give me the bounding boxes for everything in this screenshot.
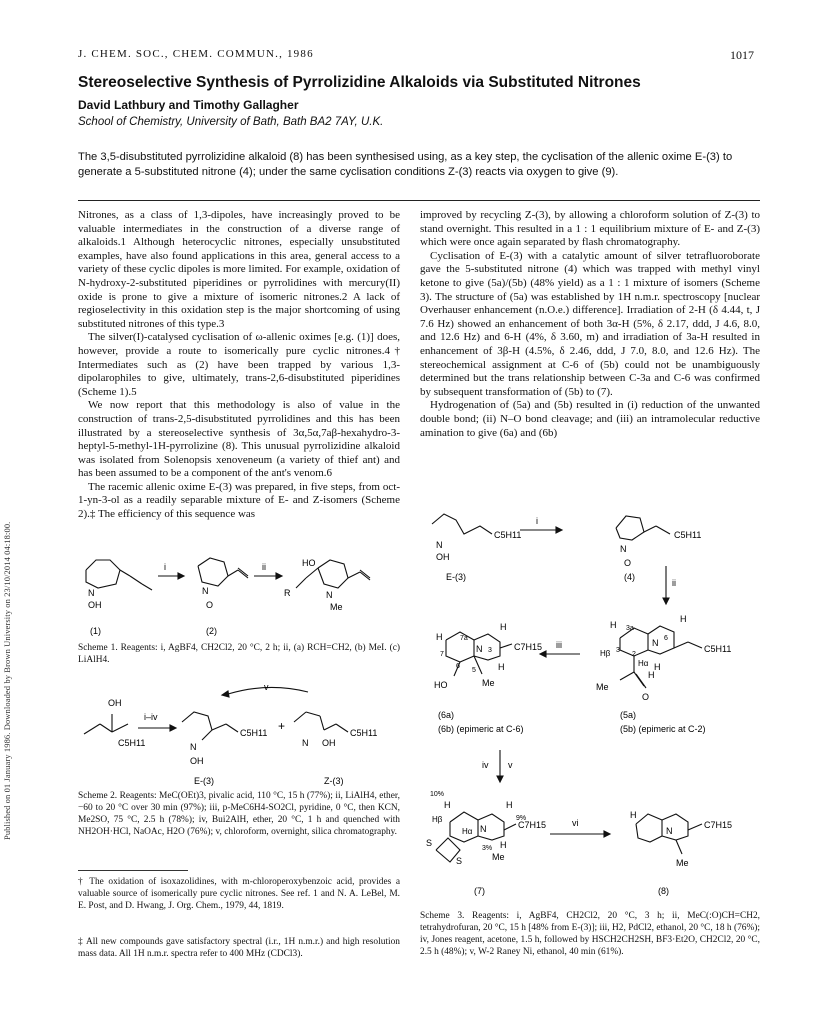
scheme-3-caption: Scheme 3. Reagents: i, AgBF4, CH2Cl2, 20 °C, 3 h; ii, MeC(:O)CH=CH2, tetrahydrofuran, 20 °C, 15 h [48% from E-(3)]; iii, H2, PdCl2, ethanol, 20 °C, 18 h (76%); iv, Jones reagent, acetone, 1.5 h, followed by HSCH2CH2SH, BF3·Et2O, CH2Cl2, 20 °C, 2.5 h (48%); v, W-2 Raney Ni, ethanol, 40 min (61%). [420, 911, 760, 957]
methyl-label: Me [596, 682, 609, 692]
hydroxy-label: HO [434, 680, 448, 690]
nitrone-n-label: N [620, 544, 627, 554]
nitrone-o-label: O [206, 600, 214, 610]
reagent-label: v [508, 760, 513, 770]
r-group-label: R [284, 588, 291, 598]
sulfur-label: S [456, 856, 463, 866]
methyl-label: Me [676, 858, 689, 868]
amine-n-label: N [480, 824, 487, 834]
scheme-3-structures [420, 504, 760, 908]
noe-percent: 3% [482, 845, 493, 852]
position-label: 7 [440, 651, 444, 658]
pentyl-label: C5H11 [118, 738, 146, 748]
hydroxy-label: OH [108, 698, 122, 708]
compound-label: (6b) (epimeric at C-6) [438, 724, 524, 734]
heptyl-label: C7H15 [514, 642, 543, 652]
article-authors: David Lathbury and Timothy Gallagher [78, 98, 299, 112]
compound-label: (4) [624, 572, 635, 582]
oxime-oh-label: OH [88, 600, 102, 610]
oxime-oh-label: OH [436, 552, 450, 562]
footnote-dagger: † The oxidation of isoxazolidines, with m-chloroperoxybenzoic acid, provides a valuable source of isomerically pure cyclic nitrones. See ref. 1 and N. A. LeBel, M. E. Post, and D. Hwang, J. Org. Chem., 1979, 44, 1819. [78, 877, 400, 911]
hydrogen-label: H [500, 622, 507, 632]
hydrogen-label: H [654, 662, 661, 672]
position-label: 2 [632, 651, 636, 658]
amine-n-label: N [666, 826, 673, 836]
download-watermark [2, 140, 14, 860]
scheme-1-structures [78, 548, 400, 640]
footnote-double-dagger: ‡ All new compounds gave satisfactory spectral (i.r., 1H n.m.r.) and high resolution mass data. All 1H n.m.r. spectra refer to 400 MHz (CDCl3). [78, 937, 400, 959]
amine-n-label: N [476, 644, 483, 654]
pentyl-label: C5H11 [350, 728, 378, 738]
methyl-label: Me [482, 678, 495, 688]
heptyl-label: C7H15 [704, 820, 733, 830]
hydrogen-label: H [610, 620, 617, 630]
paragraph: improved by recycling Z-(3), by allowing a chloroform solution of Z-(3) to stand overnight. This resulted in a 1 : 1 equilibrium mixture of E- and Z-(3) which were once again separated by flash chromatography. [420, 209, 760, 249]
pentyl-label: C5H11 [674, 530, 702, 540]
noe-percent: 9% [516, 815, 527, 822]
methyl-label: Me [330, 602, 343, 612]
compound-label: (7) [474, 886, 485, 896]
pentyl-label: C5H11 [240, 728, 268, 738]
hydrogen-label: H [630, 810, 637, 820]
scheme-2-structures [78, 684, 400, 790]
position-label: 3 [488, 647, 492, 654]
page-number: 1017 [730, 48, 754, 62]
article-abstract: The 3,5-disubstituted pyrrolizidine alkaloid (8) has been synthesised using, as a key step, the cyclisation of the allenic oxime E-(3) to generate a 5-substituted nitrone (4); under the same cyclisation conditions Z-(3) reacts via oxygen to give (9). [78, 151, 733, 178]
paragraph: Nitrones, as a class of 1,3-dipoles, have increasingly proved to be valuable intermediates in the construction of a diverse range of alkaloids.1 Although heterocyclic nitrones, especially unsubstituted examples, have also found applications in this area, general access to a variety of these cyclic dipoles is more limited. For example, oxidation of N-hydroxy-2-substituted piperidines or pyrrolidines with mercury(II) oxide is prone to give a mixture of isomeric nitrones.2 A lack of regioselectivity in this oxidation step is the major shortcoming of using substituted nitrones of this type.3 [78, 209, 400, 330]
reagent-label: i–iv [144, 712, 158, 722]
paragraph: Cyclisation of E-(3) with a catalytic amount of silver tetrafluoroborate gave the 5-substituted nitrone (4) which was trapped with methyl vinyl ketone to give (5a)/(5b) (48% yield) as a 1 : 1 mixture of isomers (Scheme 3). The structure of (5a) was established by 1H n.m.r. spectroscopy [nuclear Overhauser enhancement (n.O.e.) difference]. Irradiation of 2-H (δ 4.44, t, J 7.6 Hz) showed an enhancement of both 3α-H (5%, δ 2.17, ddd, J 4.6, 8.0, and 12.6 Hz) and 6-H (4%, δ 3.60, m) and irradiation of 3a-H resulted in enhancement of 3β-H (4.5%, δ 2.46, ddd, J 7.0, 8.0, and 12.6 Hz). The stereochemical assignment at C-6 of (5b) could not be unambiguously determined but the trans relationship between C-3a and C-6 was confirmed by subsequent transformation of (5b) to (7). [420, 249, 760, 398]
hydrogen-alpha-label: Hα [462, 827, 473, 836]
hydrogen-beta-label: Hβ [432, 815, 443, 824]
hydrogen-label: H [648, 670, 655, 680]
sulfur-label: S [426, 838, 433, 848]
hydrogen-beta-label: Hβ [600, 649, 611, 658]
paragraph: The silver(I)-catalysed cyclisation of ω-allenic oximes [e.g. (1)] does, however, provide a route to isomerically pure cyclic nitrones.4† Intermediates such as (2) have been trapped by various 1,3-dipolarophiles to give, ultimately, trans-2,6-disubstituted piperidines (Scheme 1).5 [78, 331, 400, 398]
watermark-text: Published on 01 January 1986. Downloaded by Brown University on 23/10/2014 04:18:00. [2, 521, 12, 840]
oxime-n-label: N [436, 540, 443, 550]
nitrone-o-label: O [624, 558, 632, 568]
position-label: 6 [664, 635, 668, 642]
oxime-oh-label: OH [190, 756, 204, 766]
compound-label: (2) [206, 626, 217, 636]
pentyl-label: C5H11 [704, 644, 732, 654]
amine-n-label: N [326, 590, 333, 600]
reagent-label: ii [672, 578, 676, 588]
hydrogen-label: H [436, 632, 443, 642]
paragraph: The racemic allenic oxime E-(3) was prepared, in five steps, from oct-1-yn-3-ol as a readily separable mixture of E- and Z-isomers (Scheme 2).‡ The efficiency of this sequence was [78, 480, 400, 521]
footnote-divider [78, 870, 188, 871]
paragraph: Hydrogenation of (5a) and (5b) resulted in (i) reduction of the unwanted double bond; (ii) N–O bond cleavage; and (iii) an intramolecular reductive amination to give (6a) and (6b) [420, 399, 760, 439]
methyl-label: Me [492, 852, 505, 862]
article-affiliation: School of Chemistry, University of Bath, Bath BA2 7AY, U.K. [78, 116, 384, 128]
reagent-label: ii [262, 562, 266, 572]
hydrogen-label: H [498, 662, 505, 672]
compound-label: (8) [658, 886, 669, 896]
position-label: 5 [472, 667, 476, 674]
reagent-label: i [164, 562, 166, 572]
left-column [78, 209, 400, 522]
reagent-label: iv [482, 760, 489, 770]
position-label: 3a [626, 625, 634, 632]
oxime-n-label: N [88, 588, 95, 598]
hydrogen-alpha-label: Hα [638, 659, 649, 668]
oxime-n-label: N [190, 742, 197, 752]
journal-citation: J. CHEM. SOC., CHEM. COMMUN., 1986 [78, 48, 314, 60]
hydroxy-label: HO [302, 558, 316, 568]
plus-sign: + [278, 719, 286, 733]
reagent-label: i [536, 516, 538, 526]
compound-label: Z-(3) [324, 776, 344, 786]
compound-label: (5b) (epimeric at C-2) [620, 724, 706, 734]
hydrogen-label: H [680, 614, 687, 624]
hydrogen-label: H [500, 840, 507, 850]
nitrone-n-label: N [202, 586, 209, 596]
position-label: 6 [456, 663, 460, 670]
reagent-label: vi [572, 818, 579, 828]
compound-label: E-(3) [194, 776, 214, 786]
heptyl-label: C7H15 [518, 820, 547, 830]
reagent-label: v [264, 684, 269, 692]
carbonyl-o-label: O [642, 692, 650, 702]
pentyl-label: C5H11 [494, 530, 522, 540]
paragraph: We now report that this methodology is also of value in the construction of trans-2,5-disubstituted pyrrolidines and this has been illustrated by a stereoselective synthesis of 3α,5α,7aβ-hexahydro-3-heptyl-5-methyl-1H-pyrrolizine (8). This unusual pyrrolizidine alkaloid was isolated from Solenopsis xenoveneum (a variety of thief ant) and has been assumed to be a component of the ant's venom.6 [78, 399, 400, 480]
hydrogen-label: H [444, 800, 451, 810]
compound-label: E-(3) [446, 572, 466, 582]
compound-label: (1) [90, 626, 101, 636]
right-column [420, 209, 760, 440]
article-title: Stereoselective Synthesis of Pyrrolizidine Alkaloids via Substituted Nitrones [78, 74, 641, 91]
position-label: 3 [616, 647, 620, 654]
scheme-1-caption: Scheme 1. Reagents: i, AgBF4, CH2Cl2, 20 °C, 2 h; ii, (a) RCH=CH2, (b) MeI. (c) LiAlH4. [78, 643, 400, 665]
compound-label: (5a) [620, 710, 637, 720]
compound-label: (6a) [438, 710, 455, 720]
scheme-2-caption: Scheme 2. Reagents: MeC(OEt)3, pivalic acid, 110 °C, 15 h (77%); ii, LiAlH4, ether, −60 to 20 °C over 30 min (97%); iii, p-MeC6H4-SO2Cl, pyridine, 0 °C, then KCN, Me2SO, 75 °C, 2.5 h (78%); iv, Bui2AlH, ether, 20 °C, 1 h and quenched with NH2OH·HCl, NaOAc, H2O (76%); v, chloroform, overnight, silica chromatography. [78, 791, 400, 837]
amine-n-label: N [652, 638, 659, 648]
oxime-n-label: N [302, 738, 309, 748]
oxime-oh-label: OH [322, 738, 336, 748]
noe-percent: 10% [430, 791, 445, 798]
hydrogen-label: H [506, 800, 513, 810]
reagent-label: iii [556, 640, 562, 650]
abstract-divider [78, 200, 760, 201]
position-label: 7a [460, 635, 468, 642]
